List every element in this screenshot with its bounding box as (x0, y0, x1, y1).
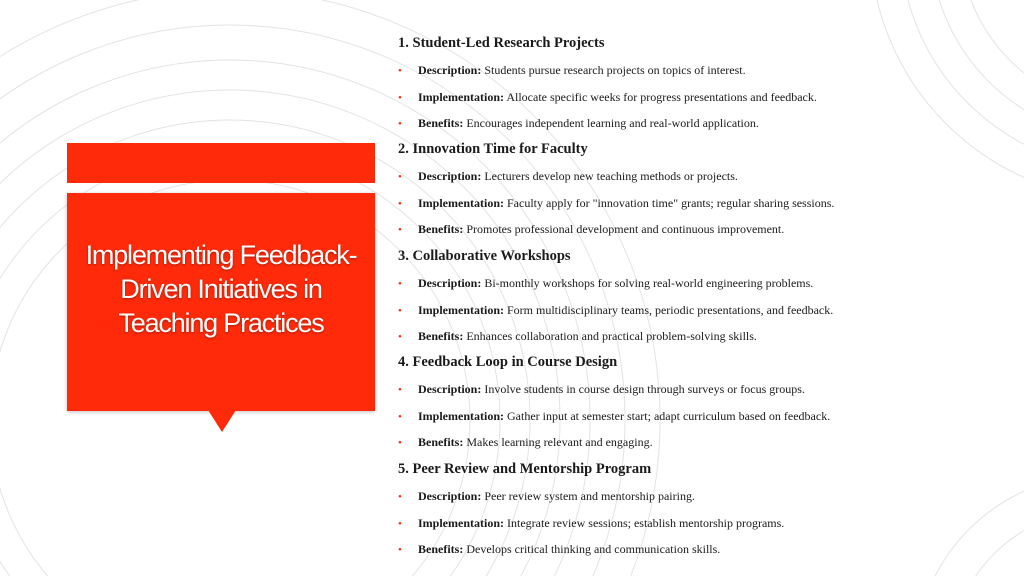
section-heading: 5. Peer Review and Mentorship Program (398, 461, 652, 477)
bullet-label: Implementation: (418, 408, 504, 423)
bullet-text: Faculty apply for "innovation time" grants; regular sharing sessions. (507, 195, 835, 210)
bullet-item (398, 382, 805, 397)
bullet-label: Benefits: (418, 116, 464, 130)
bullet-label: Description: (418, 276, 482, 290)
bullet-item (398, 222, 784, 237)
bullet-label: Benefits: (418, 329, 464, 343)
section-heading: 4. Feedback Loop in Course Design (398, 354, 618, 370)
bullet-dot-icon: • (398, 171, 402, 183)
bullet-dot-icon: • (398, 517, 402, 530)
bullet-label: Implementation: (418, 515, 504, 530)
bullet-item (398, 63, 746, 78)
bullet-text: Involve students in course design through surveys or focus groups. (484, 382, 805, 396)
bullet-dot-icon: • (398, 491, 402, 503)
bullet-item (398, 116, 759, 131)
bullet-label: Implementation: (418, 195, 504, 210)
title-pointer (208, 410, 236, 432)
bullet-item (398, 329, 757, 344)
bullet-label: Description: (418, 382, 482, 396)
bullet-dot-icon: • (398, 304, 402, 317)
bullet-item (398, 489, 695, 504)
slide-title: Implementing Feedback-Driven Initiatives in Teaching Practices (85, 240, 357, 338)
bullet-text: Bi-monthly workshops for solving real-world engineering problems. (484, 276, 814, 290)
bullet-text: Allocate specific weeks for progress presentations and feedback. (506, 89, 817, 104)
bullet-item (398, 276, 813, 291)
bullet-dot-icon: • (398, 197, 402, 210)
bullet-text: Makes learning relevant and engaging. (466, 435, 653, 449)
bullet-dot-icon: • (398, 91, 402, 104)
bullet-text: Lecturers develop new teaching methods or projects. (484, 169, 738, 183)
bullet-dot-icon: • (398, 224, 402, 236)
bullet-label: Implementation: (418, 89, 504, 104)
bullet-text: Students pursue research projects on topics of interest. (484, 63, 746, 77)
bullet-label: Description: (418, 63, 482, 77)
bullet-text: Peer review system and mentorship pairing. (484, 489, 695, 503)
bullet-dot-icon: • (398, 278, 402, 290)
accent-bar (67, 143, 375, 183)
bullet-dot-icon: • (398, 437, 402, 449)
bullet-text: Enhances collaboration and practical problem-solving skills. (466, 329, 757, 343)
bullet-label: Implementation: (418, 302, 504, 317)
bullet-text: Develops critical thinking and communication skills. (466, 542, 721, 556)
section-heading: 2. Innovation Time for Faculty (398, 141, 588, 157)
bullet-item (398, 90, 817, 105)
bullet-item (398, 196, 834, 211)
title-panel (67, 193, 375, 411)
bullet-dot-icon: • (398, 544, 402, 556)
bullet-dot-icon: • (398, 331, 402, 343)
bullet-dot-icon: • (398, 65, 402, 77)
bullet-label: Description: (418, 489, 482, 503)
bullet-label: Benefits: (418, 222, 464, 236)
bullet-item (398, 542, 720, 557)
bullet-label: Benefits: (418, 435, 464, 449)
bullet-dot-icon: • (398, 384, 402, 396)
bullet-item (398, 409, 830, 424)
bullet-text: Gather input at semester start; adapt curriculum based on feedback. (507, 408, 831, 423)
bullet-text: Promotes professional development and continuous improvement. (466, 222, 785, 236)
bullet-dot-icon: • (398, 118, 402, 130)
bullet-item (398, 435, 653, 450)
bullet-item (398, 303, 833, 318)
bullet-text: Integrate review sessions; establish mentorship programs. (507, 515, 785, 530)
bullet-label: Benefits: (418, 542, 464, 556)
bullet-text: Form multidisciplinary teams, periodic presentations, and feedback. (507, 302, 834, 317)
bullet-text: Encourages independent learning and real-world application. (466, 116, 759, 130)
bullet-item (398, 516, 784, 531)
section-heading: 3. Collaborative Workshops (398, 248, 571, 264)
bullet-dot-icon: • (398, 410, 402, 423)
section-heading: 1. Student-Led Research Projects (398, 35, 605, 51)
bullet-label: Description: (418, 169, 482, 183)
bullet-item (398, 169, 738, 184)
